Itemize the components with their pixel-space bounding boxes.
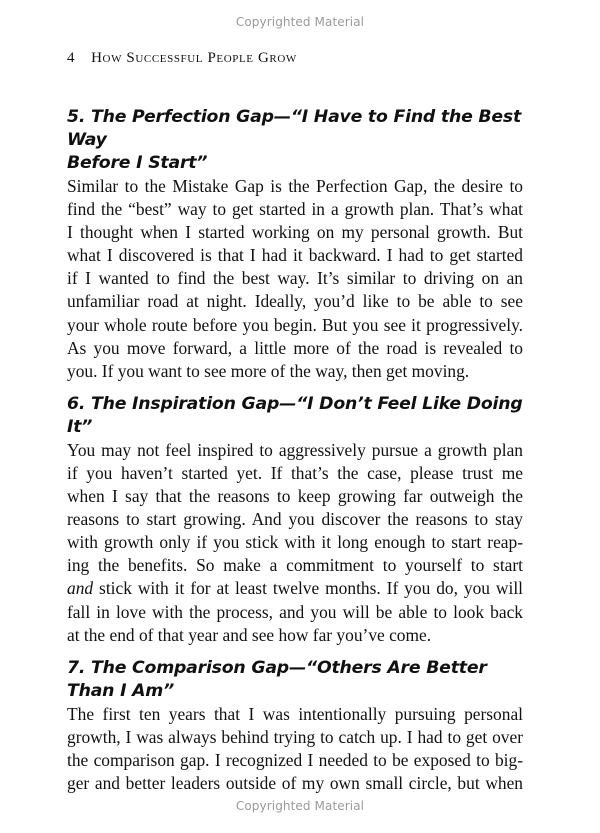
section-5-heading — [67, 106, 523, 175]
section-5-heading-line2: Before I Start” — [67, 153, 208, 173]
text-line: your whole route before you begin. But you see it progressively. — [67, 314, 523, 335]
text-line: I thought when I started working on my personal growth. But — [67, 222, 523, 243]
running-header — [67, 50, 297, 67]
page-number: 4 — [67, 50, 76, 66]
text-line: the comparison gap. I recognized I needed to be exposed to big- — [67, 749, 523, 770]
text-line: ger and better leaders outside of my own small circle, but when — [67, 772, 523, 793]
text-line: find the “best” way to get started in a growth plan. That’s what — [67, 199, 523, 220]
text-line-remainder: stick with it for at least twelve months. If you do, you will — [99, 578, 523, 599]
text-line: ing the benefits. So make a commitment to yourself to start — [67, 555, 523, 576]
text-line: fall in love with the process, and you will be able to look back — [67, 601, 523, 622]
text-line: when I say that the reasons to keep growing far outweigh the — [67, 486, 523, 507]
section-7-paragraph — [67, 703, 523, 795]
watermark-top: Copyrighted Material — [235, 15, 365, 29]
page-body — [67, 106, 523, 795]
section-7-heading: 7. The Comparison Gap—“Others Are Better Than I Am” — [67, 657, 487, 701]
text-line: Similar to the Mistake Gap is the Perfection Gap, the desire to — [67, 176, 523, 196]
section-5-heading-line1: 5. The Perfection Gap—“I Have to Find the Best Way — [67, 107, 522, 150]
text-line: You may not feel inspired to aggressively pursue a growth plan — [67, 439, 523, 460]
section-6-heading: 6. The Inspiration Gap—“I Don’t Feel Like Doing It” — [67, 393, 523, 437]
text-line: what I discovered is that I had it backward. I had to get started — [67, 245, 523, 266]
section-6-paragraph — [67, 439, 523, 647]
text-line: you. If you want to see more of the way, then get moving. — [67, 360, 470, 381]
section-5-paragraph — [67, 175, 523, 383]
text-line: unfamiliar road at night. Ideally, you’d like to be able to see — [67, 291, 523, 312]
text-line: if you haven’t started yet. If that’s the case, please trust me — [67, 462, 523, 483]
text-line: growth, I was always behind trying to catch up. I had to get over — [67, 726, 523, 747]
text-line-with-emphasis — [67, 577, 523, 600]
text-line: As you move forward, a little more of the road is revealed to — [67, 337, 523, 358]
text-line: at the end of that year and see how far you’ve come. — [67, 624, 432, 645]
emphasis-word: and — [67, 578, 94, 599]
text-line: The first ten years that I was intentionally pursuing personal — [67, 703, 523, 724]
watermark-bottom: Copyrighted Material — [235, 799, 365, 813]
running-title: How Successful People Grow — [91, 50, 297, 66]
text-line: if I wanted to find the best way. It’s similar to driving on an — [67, 268, 523, 289]
text-line: with growth only if you stick with it long enough to start reap- — [67, 532, 523, 553]
text-line: reasons to start growing. And you discover the reasons to stay — [67, 509, 523, 530]
